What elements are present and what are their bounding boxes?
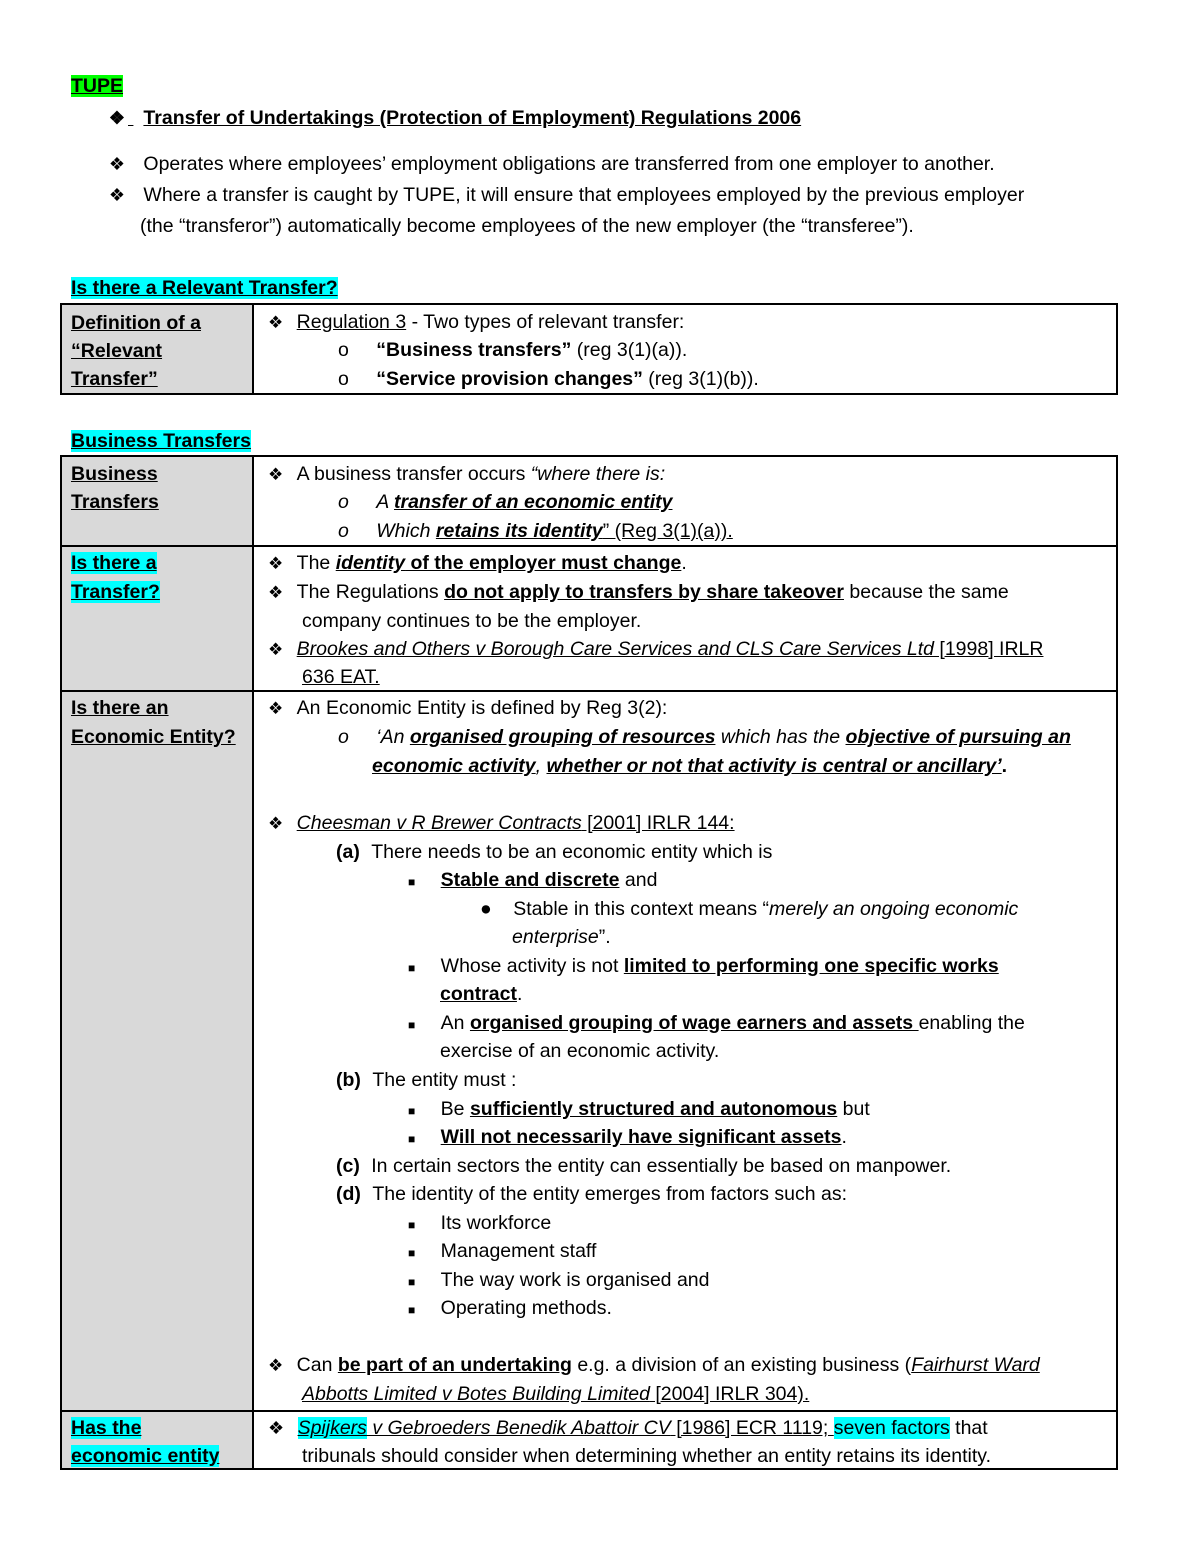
diamond-bullet-icon: ❖ (268, 554, 284, 573)
diamond-bullet-icon: ❖ (268, 1418, 285, 1438)
circle-bullet-icon: o (338, 368, 349, 390)
diamond-bullet-icon: ❖ (268, 583, 284, 602)
row-content-cell: ❖ A business transfer occurs “where there is: o A transfer of an economic entity o Which retains its identity” (Reg 3(1)(a)). (253, 456, 1117, 546)
table-row (61, 691, 1117, 1411)
square-bullet-icon: ■ (408, 875, 416, 889)
diamond-bullet-icon: ❖ (108, 185, 126, 205)
dot-bullet-icon: ● (480, 898, 492, 920)
square-bullet-icon: ■ (408, 1104, 416, 1118)
diamond-bullet-icon: ❖ (268, 640, 284, 659)
row-content-cell: ❖ An Economic Entity is defined by Reg 3(2): o ‘An organised grouping of resources which has the objective of pursuing an economic activity, whether or not that activity is central or ancillary’. ❖ Cheesman v R Brewer Contracts [2001] IRLR 144: (a) There needs to be an economic entity which is ■ Stable and discrete and ● Stable in this context means “merely an ongoing economic enterprise”. ■ Whose activity is not limited to performing one specific works contract. ■ An organised grouping of wage earners and assets enabling the exercise of an economic activity. (b) The entity must : ■ Be sufficiently structured and autonomous but ■ Will not necessarily have significant assets. (c) In certain sectors the entity can essentially be based on manpower. (d) The identity of the entity emerges from factors such as: ■ Its workforce ■ Management staff ■ The way work is organised and ■ Operating methods. ❖ Can be part of an undertaking e.g. a division of an existing business (Fairhurst Ward Abbotts Limited v Botes Building Limited [2004] IRLR 304). (253, 691, 1117, 1411)
diamond-bullet-icon: ❖ (108, 154, 126, 174)
section-heading-business-transfers: Business Transfers (71, 430, 251, 452)
intro-bullet-2-cont: (the “transferor”) automatically become employees of the new employer (the “transferee”). (140, 215, 914, 237)
row-content-cell: ❖ The identity of the employer must change. ❖ The Regulations do not apply to transfers by share takeover because the same company continues to be the employer. ❖ Brookes and Others v Borough Care Services and CLS Care Services Ltd [1998] IRLR 636 EAT. (253, 546, 1117, 691)
square-bullet-icon: ■ (408, 1303, 416, 1317)
square-bullet-icon: ■ (408, 1246, 416, 1260)
table-row (61, 1411, 1117, 1469)
square-bullet-icon: ■ (408, 1018, 416, 1032)
circle-bullet-icon: o (338, 491, 349, 513)
row-label-cell: Business Transfers (61, 456, 253, 546)
circle-bullet-icon: o (338, 726, 349, 748)
diamond-bullet-icon: ❖ (108, 108, 126, 128)
row-content-cell: ❖ Spijkers v Gebroeders Benedik Abattoir CV [1986] ECR 1119; seven factors that tribunals should consider when determining whether an entity retains its identity. (253, 1411, 1117, 1469)
row-label-cell: Is there an Economic Entity? (61, 691, 253, 1411)
circle-bullet-icon: o (338, 339, 349, 361)
table-row (61, 546, 1117, 691)
relevant-transfer-table (60, 303, 1118, 395)
table-row (61, 304, 1117, 394)
square-bullet-icon: ■ (408, 1275, 416, 1289)
table-row (61, 456, 1117, 546)
business-transfers-table (60, 455, 1118, 1470)
row-label-cell: Is there a Transfer? (61, 546, 253, 691)
row-label-cell: Has the economic entity (61, 1411, 253, 1469)
row-label-cell: Definition of a “Relevant Transfer” (61, 304, 253, 394)
square-bullet-icon: ■ (408, 961, 416, 975)
intro-regulation-line: ❖ Transfer of Undertakings (Protection of Employment) Regulations 2006 (106, 106, 801, 130)
row-content-cell: ❖ Regulation 3 - Two types of relevant transfer: o “Business transfers” (reg 3(1)(a)). o “Service provision changes” (reg 3(1)(b)). (253, 304, 1117, 394)
intro-bullet-2: ❖ Where a transfer is caught by TUPE, it will ensure that employees employed by the previous employer (106, 183, 1024, 207)
diamond-bullet-icon: ❖ (268, 465, 284, 484)
intro-bullet-1: ❖ Operates where employees’ employment obligations are transferred from one employer to another. (106, 152, 995, 176)
diamond-bullet-icon: ❖ (268, 699, 284, 718)
square-bullet-icon: ■ (408, 1218, 416, 1232)
square-bullet-icon: ■ (408, 1132, 416, 1146)
diamond-bullet-icon: ❖ (268, 814, 284, 833)
diamond-bullet-icon: ❖ (268, 313, 284, 332)
section-heading-relevant-transfer: Is there a Relevant Transfer? (71, 277, 338, 299)
diamond-bullet-icon: ❖ (268, 1356, 284, 1375)
circle-bullet-icon: o (338, 520, 349, 542)
doc-title: TUPE (71, 75, 124, 97)
